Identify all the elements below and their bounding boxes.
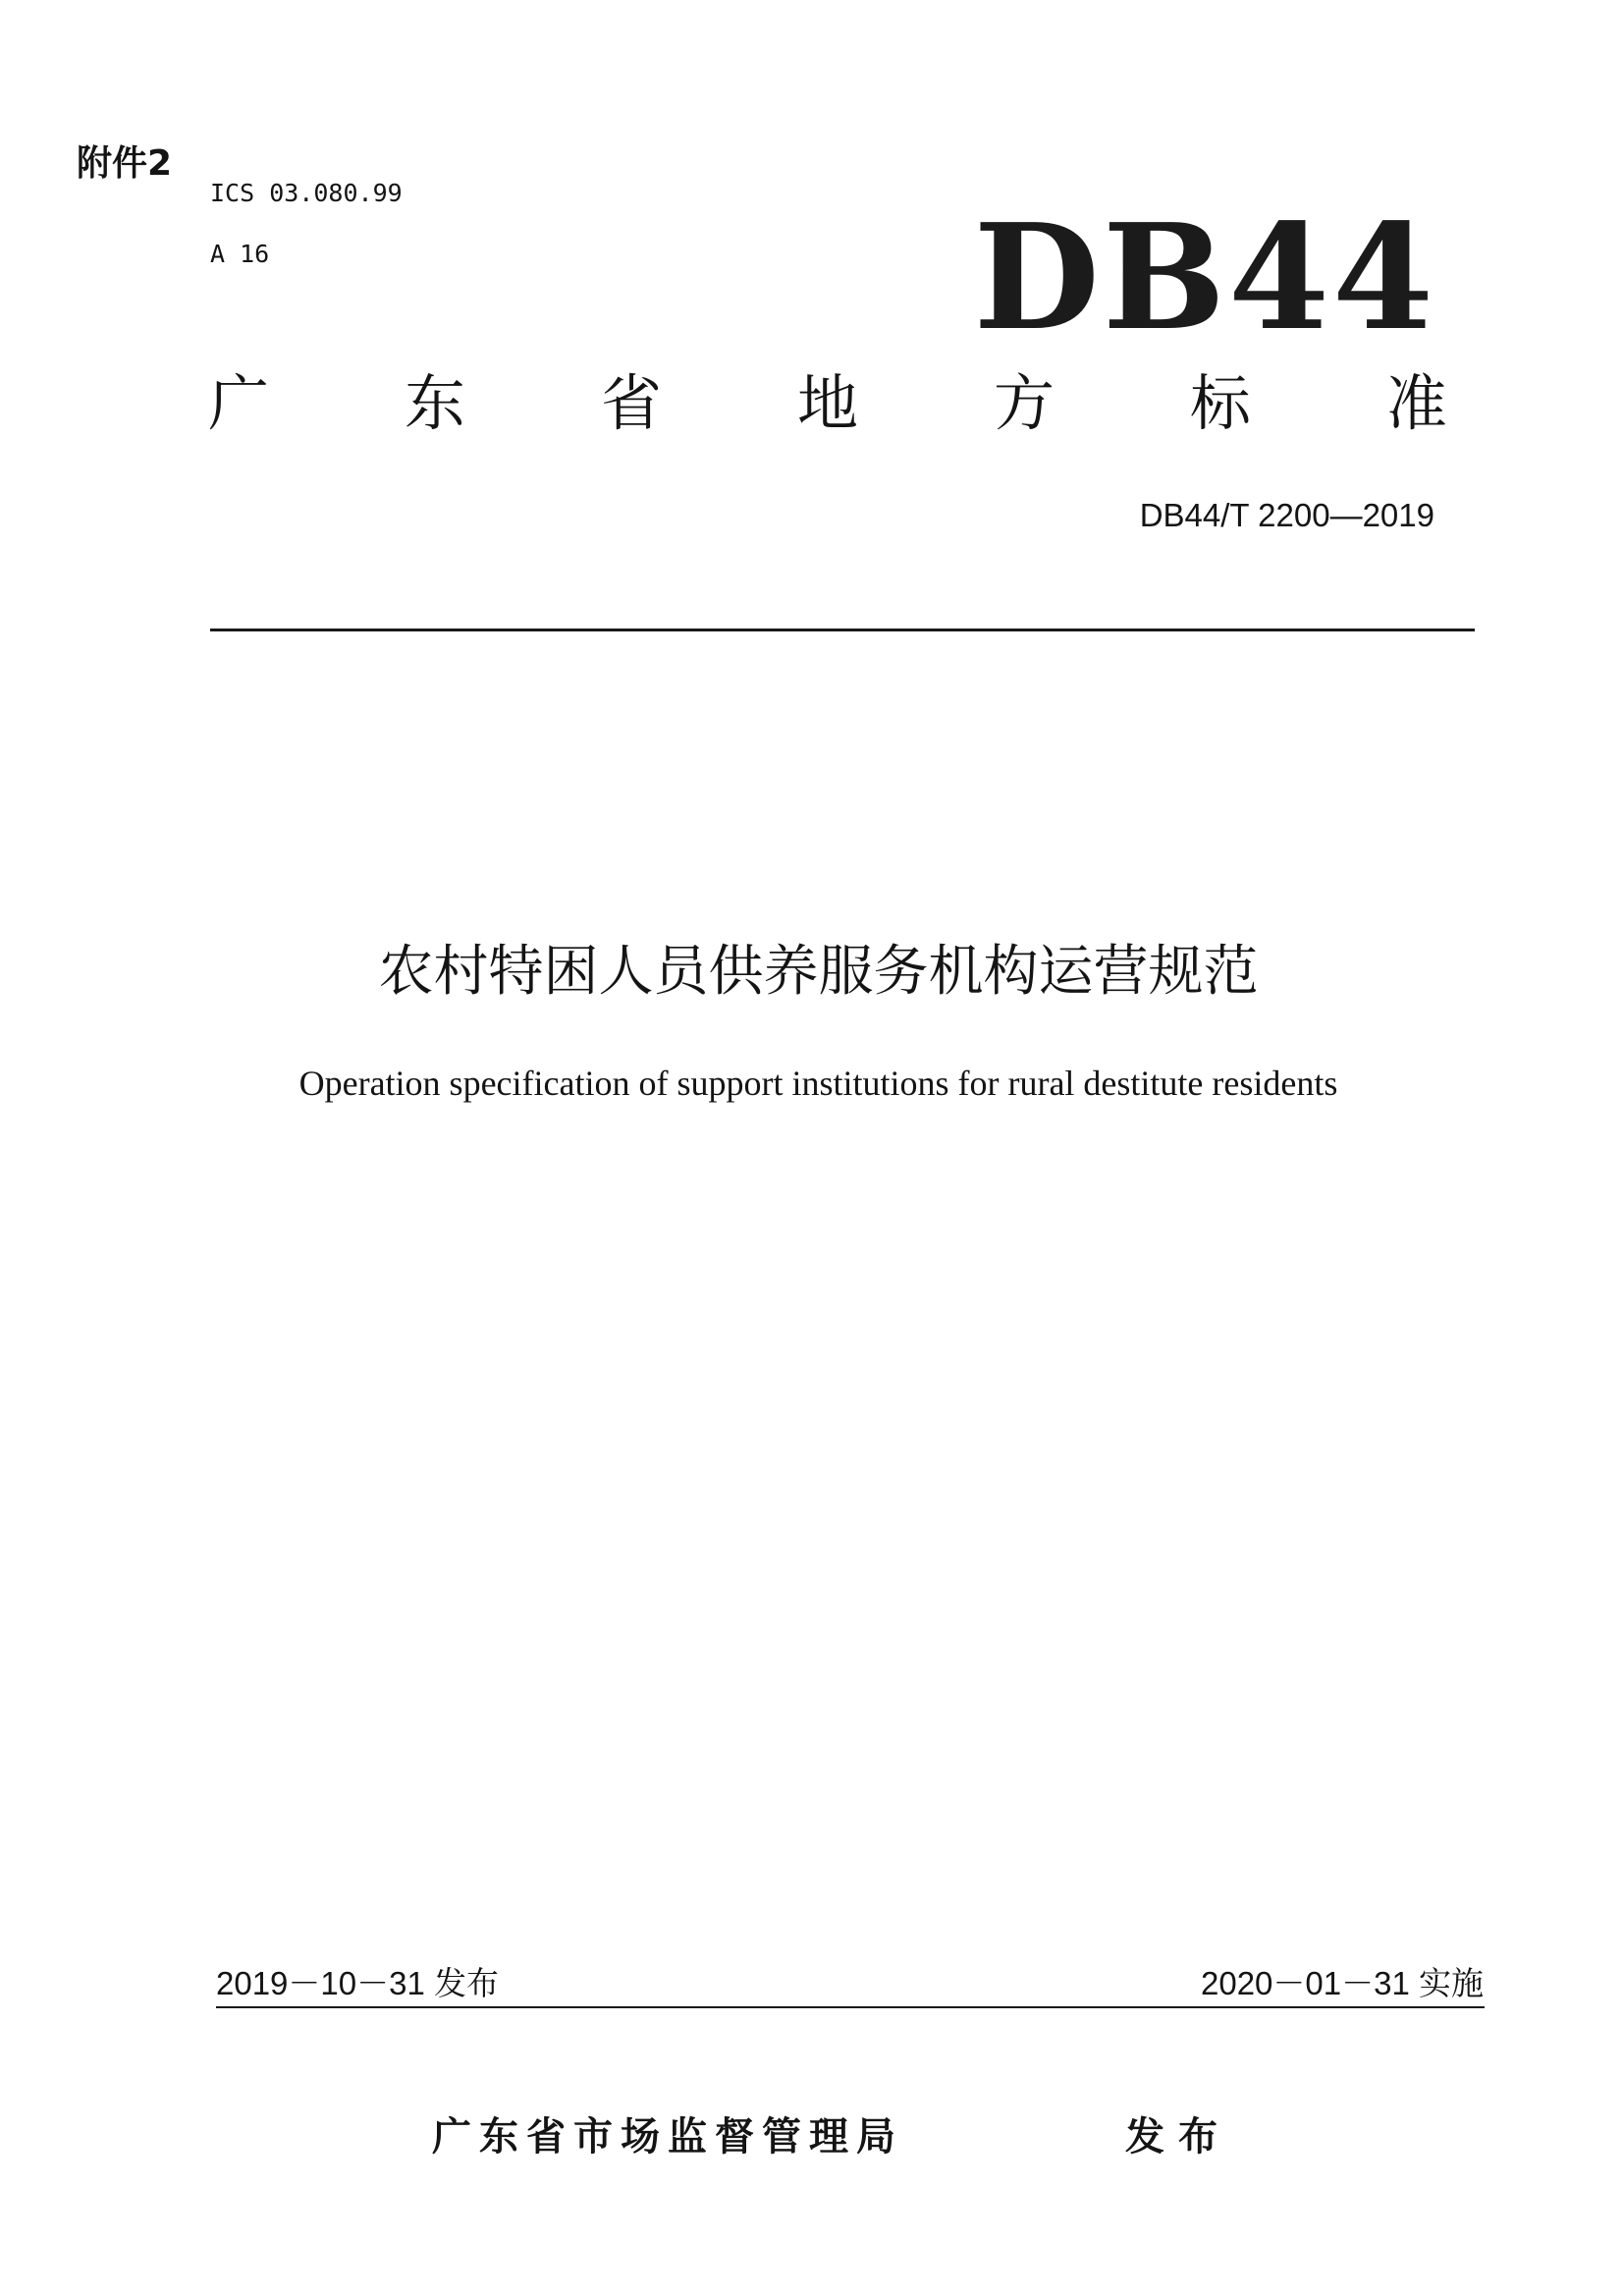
db44-logo: DB44 (973, 191, 1436, 362)
document-title-chinese: 农村特困人员供养服务机构运营规范 (378, 940, 1259, 1004)
standard-type-char: 标 (1189, 367, 1251, 439)
standard-type-char: 准 (1385, 367, 1447, 439)
standard-type-char: 省 (600, 367, 662, 439)
ics-code: ICS 03.080.99 (210, 179, 403, 207)
standard-type-title (208, 367, 1447, 439)
release-date: 2019－10－31 发布 (216, 1965, 499, 2001)
footer-divider (216, 2006, 1485, 2008)
implementation-date: 2020－01－31 实施 (1201, 1965, 1484, 2001)
publish-label: 发布 (1125, 2114, 1231, 2159)
document-title-english: Operation specification of support institutions for rural destitute residents (298, 1064, 1338, 1103)
standard-number: DB44/T 2200—2019 (1139, 497, 1434, 533)
ccs-code: A 16 (210, 240, 270, 268)
standard-type-char: 东 (404, 367, 465, 439)
standard-type-char: 地 (796, 367, 858, 439)
standard-type-char: 广 (208, 367, 270, 439)
standard-type-char: 方 (993, 367, 1055, 439)
header-divider (210, 629, 1475, 631)
publisher-name: 广东省市场监督管理局 (432, 2114, 903, 2159)
attachment-label: 附件2 (77, 143, 173, 184)
